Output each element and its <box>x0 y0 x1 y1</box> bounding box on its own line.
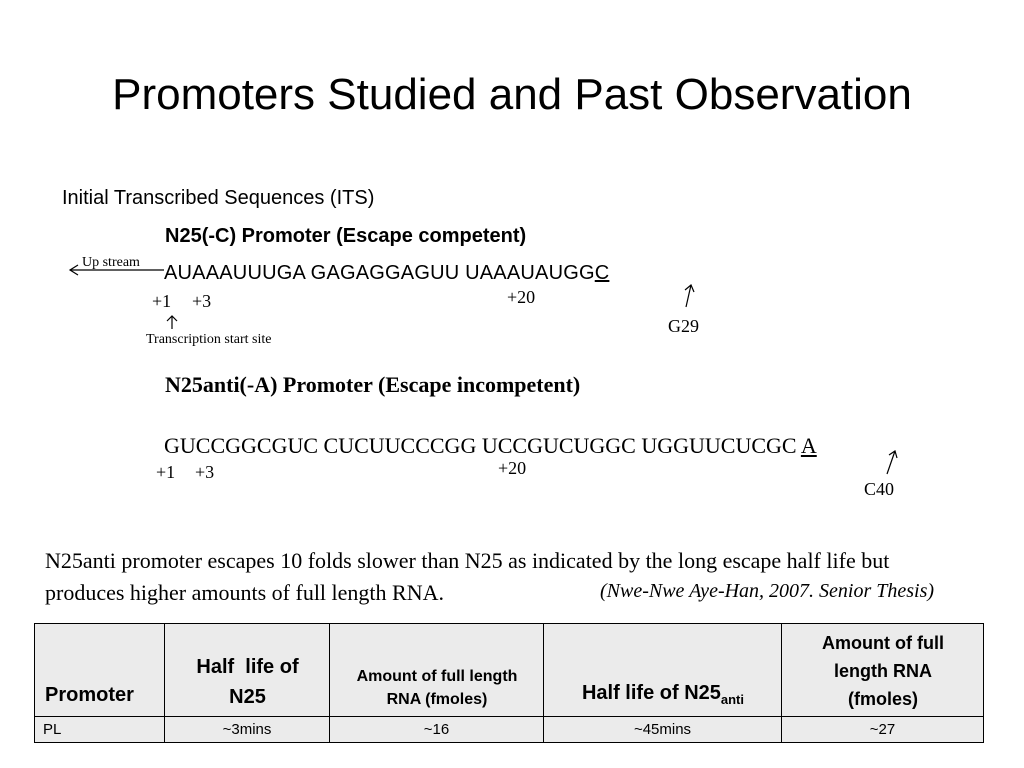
header-amount-n25anti <box>782 624 984 717</box>
n25anti-position-plus20: +20 <box>498 458 527 478</box>
n25anti-sequence <box>164 433 817 459</box>
results-table <box>34 623 984 743</box>
header-half-life-n25-label <box>165 652 330 712</box>
header-half-life-n25anti-sub: anti <box>720 692 745 707</box>
table-row <box>35 717 984 743</box>
n25-position-plus1: +1 <box>152 291 172 311</box>
transcription-start-arrow-icon <box>165 314 179 330</box>
citation: (Nwe-Nwe Aye-Han, 2007. Senior Thesis) <box>600 580 935 602</box>
observation-note-line2: produces higher amounts of full length RNA. <box>45 580 444 605</box>
n25anti-position-plus1: +1 <box>156 462 176 482</box>
slide-title: Promoters Studied and Past Observation <box>112 70 912 119</box>
header-half-life-n25-line1: Half life of <box>196 656 299 678</box>
its-heading: Initial Transcribed Sequences (ITS) <box>62 187 375 209</box>
n25-sequence <box>164 262 609 285</box>
g29-label: G29 <box>668 316 699 336</box>
c40-arrow-icon <box>881 448 901 476</box>
cell-amount-n25: ~16 <box>330 717 544 743</box>
n25anti-promoter-heading: N25anti(-A) Promoter (Escape incompetent) <box>165 372 581 397</box>
n25-position-plus3: +3 <box>192 291 212 311</box>
cell-promoter: PL <box>35 717 165 743</box>
transcription-start-site-label: Transcription start site <box>146 332 272 347</box>
cell-half-life-n25anti: ~45mins <box>544 717 782 743</box>
header-amount-n25anti-label <box>782 629 984 713</box>
header-half-life-n25 <box>165 624 330 717</box>
header-promoter <box>35 624 165 717</box>
n25anti-position-plus3: +3 <box>195 462 215 482</box>
cell-amount-n25anti: ~27 <box>782 717 984 743</box>
header-half-life-n25-line2: N25 <box>229 686 266 708</box>
header-amount-n25 <box>330 624 544 717</box>
n25-sequence-main: AUAAAUUUGA GAGAGGAGUU UAAAUAUGG <box>164 262 595 284</box>
table-header-row <box>35 624 984 717</box>
header-amount-n25anti-line1: Amount of full <box>822 633 944 653</box>
observation-note-line1: N25anti promoter escapes 10 folds slower than N25 as indicated by the long escape half life but <box>45 548 890 573</box>
header-amount-n25-line1: Amount of full length <box>356 668 518 685</box>
header-half-life-n25anti <box>544 624 782 717</box>
upstream-arrow-icon <box>66 262 166 278</box>
n25-position-plus20: +20 <box>507 287 536 307</box>
header-amount-n25-label <box>330 665 544 711</box>
header-amount-n25-line2: RNA (fmoles) <box>386 691 488 708</box>
n25-promoter-heading: N25(-C) Promoter (Escape competent) <box>165 225 527 247</box>
g29-arrow-icon <box>679 283 699 309</box>
upstream-label: Up stream <box>82 255 140 270</box>
n25anti-sequence-main: GUCCGGCGUC CUCUUCCCGG UCCGUCUGGC UGGUUCUCGC <box>164 433 801 458</box>
c40-label: C40 <box>864 479 895 499</box>
n25anti-sequence-last-base: A <box>800 433 817 458</box>
header-promoter-label: Promoter <box>45 684 134 706</box>
header-half-life-n25anti-main: Half life of N25 <box>581 682 721 704</box>
header-amount-n25anti-line2: length RNA <box>834 661 932 681</box>
header-amount-n25anti-line3: (fmoles) <box>847 689 918 709</box>
cell-half-life-n25: ~3mins <box>165 717 330 743</box>
n25-sequence-last-base: C <box>594 262 610 284</box>
header-half-life-n25anti-label <box>544 682 782 707</box>
